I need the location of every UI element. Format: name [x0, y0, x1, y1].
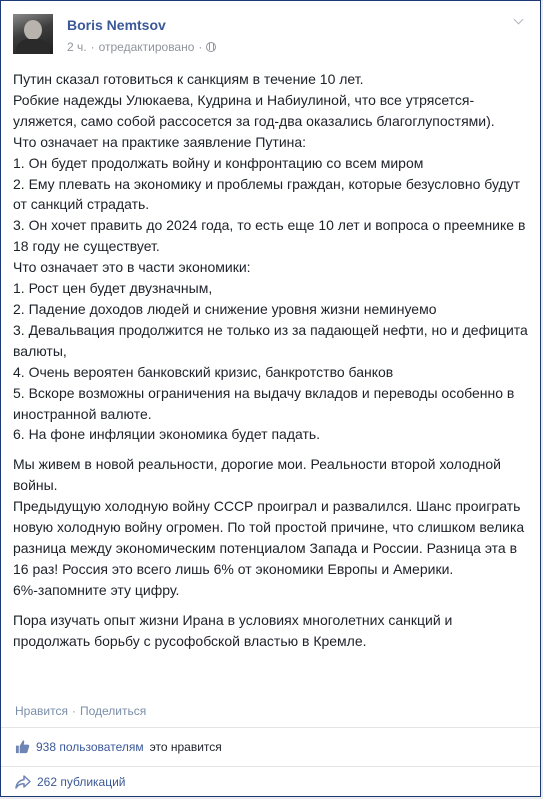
avatar-face: [24, 20, 42, 40]
globe-icon[interactable]: [206, 42, 216, 52]
likes-summary: [15, 739, 222, 754]
post-header: [13, 14, 528, 62]
avatar-shirt: [16, 39, 50, 54]
post-actions: [15, 704, 146, 718]
share-link[interactable]: Поделиться: [79, 704, 147, 718]
divider: [1, 766, 540, 767]
share-icon: [15, 775, 31, 789]
shares-summary: [15, 775, 126, 789]
divider: [1, 727, 540, 728]
post-paragraph-1: Путин сказал готовиться к санкциям в течение 10 лет. Робкие надежды Улюкаева, Кудрина и Набиулиной, что все утрясется-уляжется, само собой рассосется за год-два оказались благоглупостями). Что означает на практике заявление Путина: 1. Он будет продолжать войну и конфронтацию со всем миром 2. Ему плевать на экономику и проблемы граждан, которые безусловно будут от санкций страдать. 3. Он хочет править до 2024 года, то есть еще 10 лет и вопроса о преемнике в 18 году не существует. Что означает это в части экономики: 1. Рост цен будет двузначным, 2. Падение доходов людей и снижение уровня жизни неминуемо 3. Девальвация продолжится не только из за падающей нефти, но и дефицита валюты, 4. Очень вероятен банковский кризис, банкротство банков 5. Вскоре возможны ограничения на выдачу вкладов и переводы особенно в иностранной валюте. 6. На фоне инфляции экономика будет падать.: [13, 71, 528, 443]
chevron-down-icon[interactable]: [512, 14, 526, 28]
post-time[interactable]: 2 ч.: [67, 40, 87, 54]
likes-suffix: это нравится: [149, 739, 222, 754]
actions-separator: ·: [71, 704, 76, 718]
thumbs-up-icon: [15, 739, 30, 754]
post-paragraph-3: Пора изучать опыт жизни Ирана в условиях многолетних санкций и продолжать борьбу с русофобской властью в Кремле.: [13, 611, 453, 649]
post-paragraph-2: Мы живем в новой реальности, дорогие мои. Реальности второй холодной войны. Предыдущую холодную войну СССР проиграл и развалился. Шанс проиграть новую холодную войну огромен. По той простой причине, что слишком велика разница между экономическим потенциалом Запада и России. Разница эта в 16 раз! Россия это всего лишь 6% от экономики Европы и Америки. 6%-запомните эту цифру.: [13, 456, 525, 598]
shares-count-link[interactable]: 262 публикаций: [37, 775, 126, 789]
post-body: [13, 69, 531, 660]
likes-count-link[interactable]: 938 пользователям: [36, 739, 144, 754]
meta-separator: ·: [90, 40, 95, 54]
edited-label[interactable]: отредактировано: [98, 40, 195, 54]
author-name[interactable]: Boris Nemtsov: [67, 17, 166, 33]
post-meta: [67, 40, 216, 54]
author-avatar[interactable]: [13, 14, 53, 54]
like-link[interactable]: Нравится: [15, 704, 68, 718]
meta-separator-2: ·: [198, 40, 203, 54]
